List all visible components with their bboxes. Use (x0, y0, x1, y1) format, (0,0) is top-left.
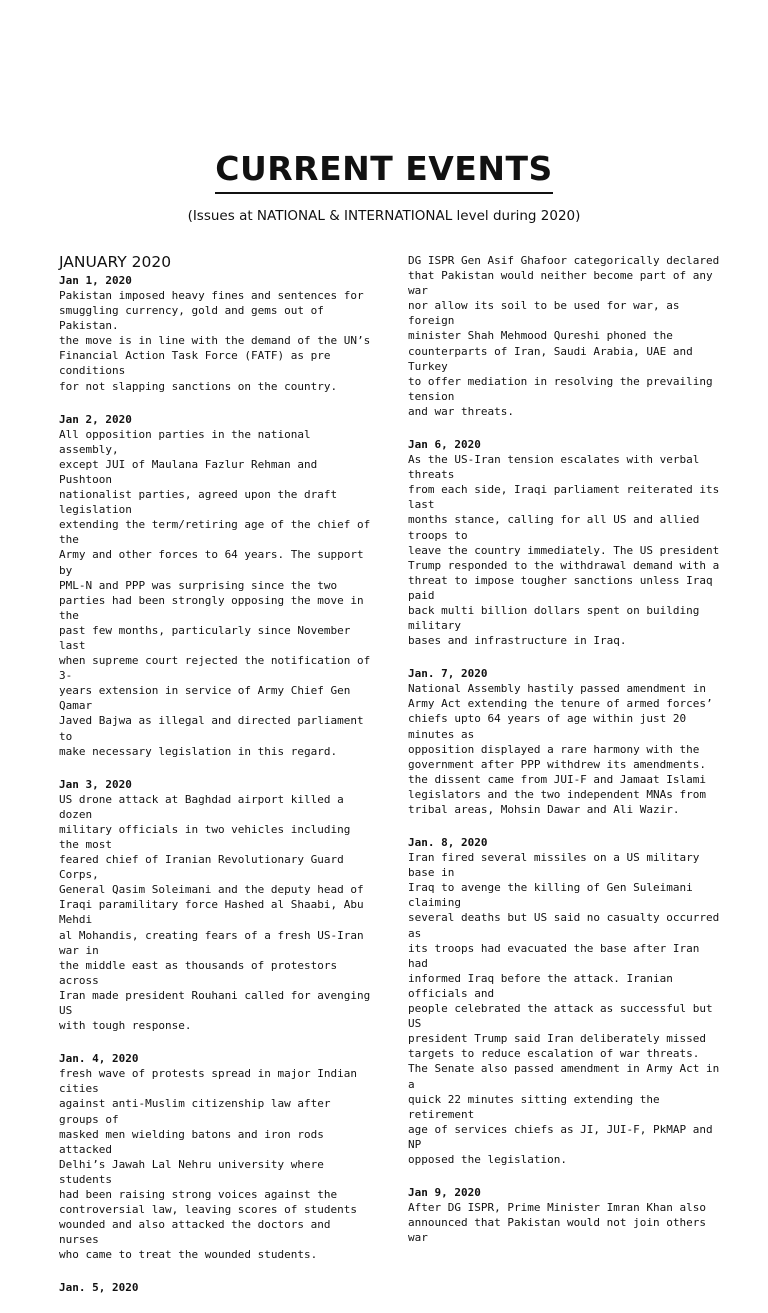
event-text: fresh wave of protests spread in major Indian cities against anti-Muslim citizenship law after groups of masked men wielding batons and iron rods attacked Delhi’s Jawah Lal Nehru university where students had been raising strong voices against the controversial law, leaving scores of students wounded and also attacked the doctors and nurses who came to treat the wounded students. (59, 1067, 358, 1262)
page-title (0, 148, 768, 194)
event-text: All opposition parties in the national assembly, except JUI of Maulana Fazlur Rehman and Pushtoon nationalist parties, agreed upon the draft legislation extending the term/retiring age of the chief of the Army and other forces to 64 years. The support by PML-N and PPP was surprising since the two parties had been strongly opposing the move in the past few months, particularly since November last when supreme court rejected the notification of 3- years extension in service of Army Chief Gen Qamar Javed Bajwa as illegal and directed parliament to make necessary legislation in this regard. (59, 427, 371, 758)
event-text: As the US-Iran tension escalates with verbal threats from each side, Iraqi parliament reiterated its last months stance, calling for all US and allied troops to leave the country immediately. The US president Trump responded to the withdrawal demand with a threat to impose tougher sanctions unless Iraq paid back multi billion dollars spent on building military bases and infrastructure in Iraq. (408, 453, 720, 648)
event-text: Iran fired several missiles on a US military base in Iraq to avenge the killing of Gen Suleimani claiming several deaths but US said no casualty occurred as its troops had evacuated the base after Iran had informed Iraq before the attack. Iranian officials and people celebrated the attack as successful but US president Trump said Iran deliberately missed targets to reduce escalation of war threats. The Senate also passed amendment in Army Act in a quick 22 minutes sitting extending the retirement age of services chiefs as JI, JUI-F, PkMAP and NP opposed the legislation. (408, 851, 720, 1166)
event-text: National Assembly hastily passed amendment in Army Act extending the tenure of armed forces’ chiefs upto 64 years of age within just 20 minutes as opposition displayed a rare harmony with the government after PPP withdrew its amendments. the dissent came from JUI-F and Jamaat Islami legislators and the two independent MNAs from tribal areas, Mohsin Dawar and Ali Wazir. (408, 682, 713, 816)
event-text: Pakistan imposed heavy fines and sentences for smuggling currency, gold and gems out of Pakistan. the move is in line with the demand of the UN’s Financial Action Task Force (FATF) as pre conditions for not slapping sanctions on the country. (59, 289, 371, 393)
event-date: Jan. 5, 2020 (59, 1281, 139, 1295)
event-date: Jan 2, 2020 (59, 412, 132, 426)
event-date: Jan 3, 2020 (59, 777, 132, 791)
event-entry (408, 1185, 722, 1245)
event-entry (59, 273, 373, 394)
event-entry (408, 666, 722, 817)
event-entry (59, 1051, 373, 1262)
continued-entry (408, 253, 722, 419)
event-date: Jan 6, 2020 (408, 438, 481, 452)
event-text: After DG ISPR, Prime Minister Imran Khan also announced that Pakistan would not join others war (408, 1201, 707, 1245)
page-subtitle: (Issues at NATIONAL & INTERNATIONAL level during 2020) (187, 208, 581, 224)
event-date: Jan. 4, 2020 (59, 1052, 139, 1066)
event-text-continued: DG ISPR Gen Asif Ghafoor categorically declared that Pakistan would neither become part of any war nor allow its soil to be used for war, as foreign minister Shah Mehmood Qureshi phoned the counterparts of Iran, Saudi Arabia, UAE and Turkey to offer mediation in resolving the prevailing tension and war threats. (408, 254, 720, 418)
event-date: Jan. 7, 2020 (408, 667, 488, 681)
event-date: Jan. 8, 2020 (408, 836, 488, 850)
page-title-text: CURRENT EVENTS (215, 148, 553, 194)
event-entry (408, 835, 722, 1167)
right-column (408, 253, 722, 1263)
event-entry (408, 437, 722, 648)
left-column (59, 252, 373, 1313)
event-entry (59, 412, 373, 759)
event-date: Jan 1, 2020 (59, 274, 132, 287)
month-heading: JANUARY 2020 (59, 253, 172, 271)
event-entry (59, 777, 373, 1034)
event-date: Jan 9, 2020 (408, 1186, 481, 1200)
event-text: US drone attack at Baghdad airport killed a dozen military officials in two vehicles including the most feared chief of Iranian Revolutionary Guard Corps, General Qasim Soleimani and the deputy head of Iraqi paramilitary force Hashed al Shaabi, Abu Mehdi al Mohandis, creating fears of a fresh US-Iran war in the middle east as thousands of protestors across Iran made president Rouhani called for avenging US with tough response. (59, 792, 371, 1033)
event-entry (59, 1280, 373, 1295)
